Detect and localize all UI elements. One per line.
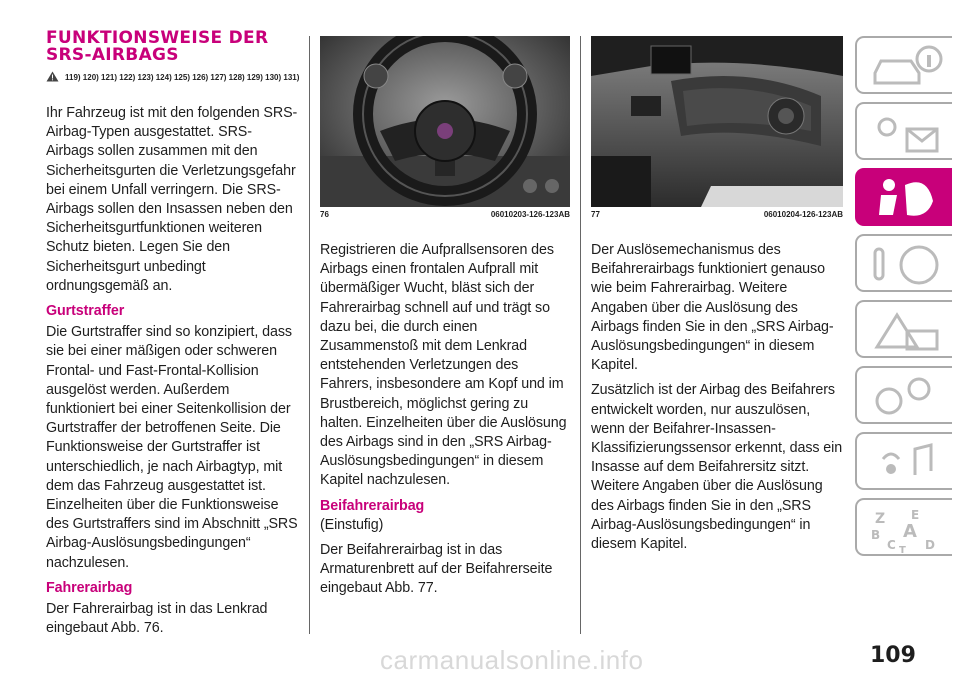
passenger-airbag-paragraph: Der Beifahrerairbag ist in das Armaturenbrett auf der Beifahrerseite eingebaut Abb. 77. <box>320 542 553 597</box>
tab-warning-lights[interactable] <box>855 102 952 160</box>
column-1 <box>46 104 298 644</box>
page-heading: FUNKTIONSWEISE DER SRS-AIRBAGS <box>46 28 269 65</box>
tab-index[interactable] <box>855 498 952 556</box>
watermark: carmanualsonline.info <box>380 645 644 675</box>
subheading-gurtstraffer: Gurtstraffer <box>46 303 125 320</box>
subheading-fahrerairbag: Fahrerairbag <box>46 579 133 596</box>
column-divider <box>580 36 581 634</box>
car-info-icon <box>867 43 947 91</box>
emergency-icon <box>867 307 947 355</box>
svg-text:T: T <box>899 545 906 553</box>
column-divider <box>309 36 310 634</box>
warning-triangle-icon <box>46 71 59 82</box>
driver-airbag-paragraph: Registrieren die Aufprallsensoren des Airbags einen frontalen Aufprall mit übermäßiger Wucht, bläst sich der Fahrerairbag schnell auf und trägt so dazu bei, die durch einen Zusammenstoß mit dem Lenkrad entstehenden Verletzungen des Fahrers, insbesondere am Kopf und im Brustbereich, möglichst gering zu halten. Einzelheiten über die Auslösung des Airbags sind in den „SRS Airbag-Auslösungsbedingungen“ in diesem Kapitel nachzulesen. <box>320 242 567 489</box>
svg-text:A: A <box>903 521 917 542</box>
tab-safety[interactable] <box>855 168 952 226</box>
tab-multimedia[interactable] <box>855 432 952 490</box>
warning-lights-icon <box>867 109 947 157</box>
svg-text:Z: Z <box>875 511 886 527</box>
airbag-safety-icon <box>867 175 947 223</box>
tab-maintenance[interactable] <box>855 366 952 424</box>
starting-driving-icon <box>867 241 947 289</box>
gurtstraffer-paragraph: Die Gurtstraffer sind so konzipiert, dass sie bei einer mäßigen oder schweren Frontal- und Fast-Frontal-Kollision ausgelöst werden. Außerdem funktioniert bei einer Seitenkollision der Gurtstraffer der betroffenen Seite. Die Funktionsweise der Gurtstraffer ist unterschiedlich, je nach Airbagtyp, mit dem das Fahrzeug ausgestattet ist. Einzelheiten über die Funktionsweise des Gurtstraffers sind im Abschnitt „SRS Airbag-Auslösungsbedingungen“ nachzulesen. <box>46 324 298 571</box>
svg-text:B: B <box>871 528 881 542</box>
svg-text:E: E <box>911 508 920 522</box>
warning-references: 119) 120) 121) 122) 123) 124) 125) 126) 127) 128) 129) 130) 131) <box>46 71 300 84</box>
column-2 <box>320 241 570 605</box>
maintenance-icon <box>867 373 947 421</box>
figure-dashboard <box>591 36 843 207</box>
index-icon <box>867 505 947 553</box>
figure-steering-wheel <box>320 36 570 207</box>
column-3 <box>591 241 843 560</box>
subheading-note: (Einstufig) <box>320 516 384 533</box>
tab-car-info[interactable] <box>855 36 952 94</box>
page-number: 109 <box>870 643 916 668</box>
tab-emergency[interactable] <box>855 300 952 358</box>
svg-text:D: D <box>925 538 935 552</box>
tab-starting-driving[interactable] <box>855 234 952 292</box>
svg-text:C: C <box>887 538 896 552</box>
sensor-paragraph: Zusätzlich ist der Airbag des Beifahrers entwickelt worden, nur auszulösen, wenn der Beifahrer-Insassen-Klassifizierungssensor erkennt, dass ein Insasse auf dem Beifahrersitz sitzt. Weitere Angaben über die Auslösung des Airbags finden Sie in den „SRS Airbag-Auslösungsbedingungen“ in diesem Kapitel. <box>591 382 843 553</box>
fahrerairbag-paragraph: Der Fahrerairbag ist in das Lenkrad eingebaut Abb. 76. <box>46 601 268 637</box>
chapter-tabs <box>855 36 952 564</box>
trigger-paragraph: Der Auslösemechanismus des Beifahrerairbags funktioniert genauso wie beim Fahrerairbag. Weitere Angaben über die Auslösung des Airbags finden Sie in den „SRS Airbag-Auslösungsbedingungen“ in diesem Kapitel. <box>591 242 834 374</box>
multimedia-icon <box>867 439 947 487</box>
intro-paragraph: Ihr Fahrzeug ist mit den folgenden SRS-Airbag-Typen ausgestattet. SRS-Airbags sollen zusammen mit den Sicherheitsgurten die Verletzungsgefahr bei einem Unfall verringern. Die SRS-Airbags sollen den Insassen neben den Sicherheitsgurtfunktionen weiteren Schutz bieten. Legen Sie den Sicherheitsgurt unbedingt ordnungsgemäß an. <box>46 105 298 294</box>
figure-76-caption: 76 06010203-126-123AB <box>320 210 570 219</box>
subheading-beifahrerairbag: Beifahrerairbag <box>320 497 425 514</box>
figure-77-caption: 77 06010204-126-123AB <box>591 210 843 219</box>
